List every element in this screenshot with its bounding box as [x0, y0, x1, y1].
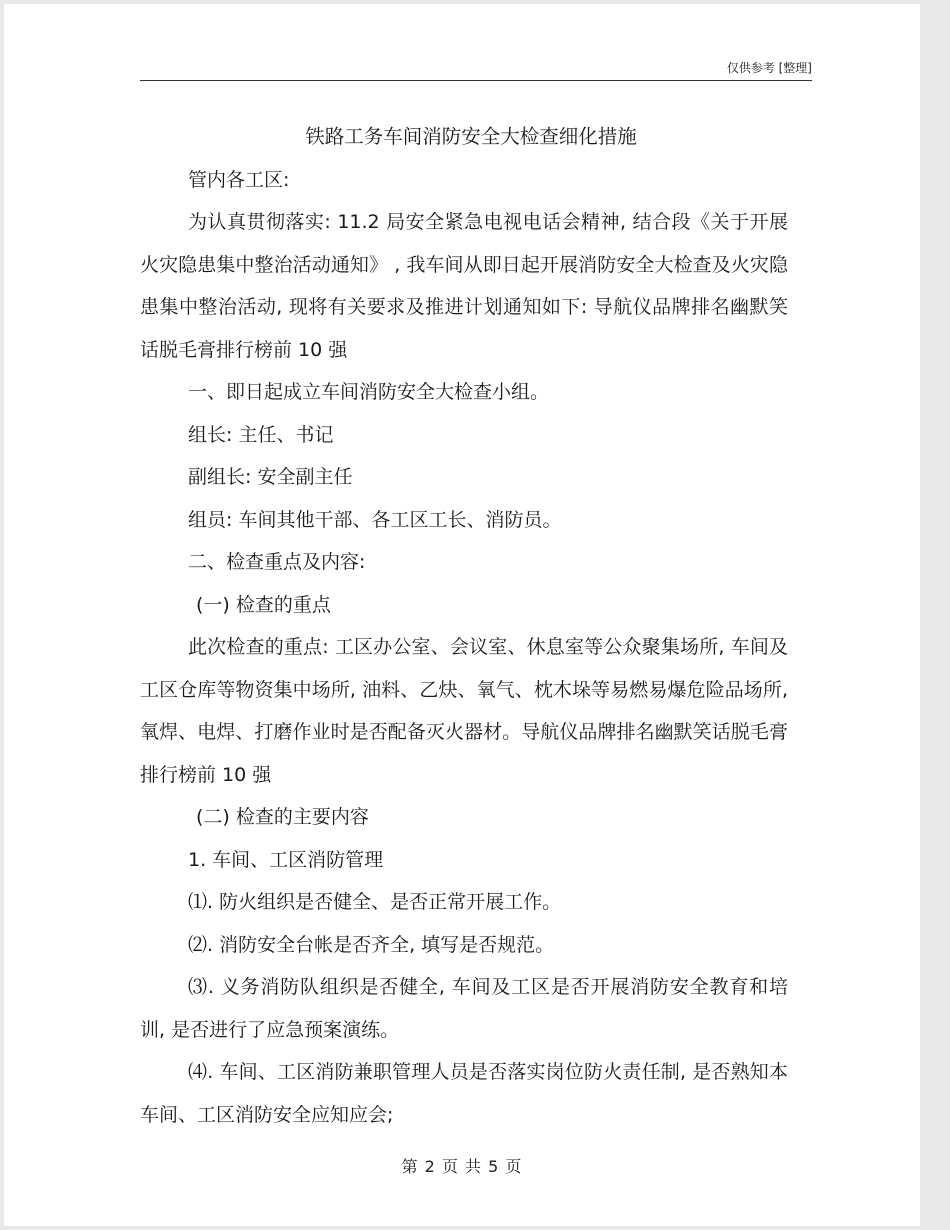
paragraph-section-1: 一、即日起成立车间消防安全大检查小组。	[188, 381, 550, 403]
paragraph-salutation: 管内各工区:	[188, 168, 290, 191]
paragraph-item-1: 1. 车间、工区消防管理	[188, 848, 384, 871]
paragraph-subsection-1: (一) 检查的重点	[196, 593, 331, 616]
document-page	[4, 4, 920, 1226]
paragraph-subsection-2: (二) 检查的主要内容	[196, 806, 369, 828]
document-body	[140, 116, 788, 1136]
paragraph-item-1-3: ⑶. 义务消防队组织是否健全, 车间及工区是否开展消防安全教育和培训, 是否进行了应急预案演练。	[140, 976, 788, 1041]
document-title: 铁路工务车间消防安全大检查细化措施	[305, 125, 637, 148]
paragraph-deputy-leader: 副组长: 安全副主任	[188, 466, 353, 488]
page-footer	[4, 1154, 920, 1177]
paragraph-item-1-4: ⑷. 车间、工区消防兼职管理人员是否落实岗位防火责任制, 是否熟知本车间、工区消防安全应知应会;	[140, 1061, 788, 1126]
paragraph-item-1-2: ⑵. 消防安全台帐是否齐全, 填写是否规范。	[188, 933, 555, 956]
paragraph-intro: 为认真贯彻落实: 11.2 局安全紧急电视电话会精神, 结合段《关于开展火灾隐患集中整治活动通知》 , 我车间从即日起开展消防安全大检查及火灾隐患集中整治活动, 现将有关要求及推进计划通知如下: 导航仪品牌排名幽默笑话脱毛膏排行榜前 10 强	[140, 211, 788, 361]
page-header	[140, 60, 812, 81]
page-number: 第 2 页 共 5 页	[401, 1157, 523, 1176]
header-text: 仅供参考 [整理]	[726, 61, 812, 75]
paragraph-item-1-1: ⑴. 防火组织是否健全、是否正常开展工作。	[188, 891, 562, 913]
paragraph-leader: 组长: 主任、书记	[188, 423, 334, 446]
paragraph-members: 组员: 车间其他干部、各工区工长、消防员。	[188, 508, 562, 531]
paragraph-section-2: 二、检查重点及内容:	[188, 551, 366, 573]
paragraph-inspection-focus: 此次检查的重点: 工区办公室、会议室、休息室等公众聚集场所, 车间及工区仓库等物资集中场所, 油料、乙炔、氧气、枕木垛等易燃易爆危险品场所, 氧焊、电焊、打磨作业时是否配备灭火器材。导航仪品牌排名幽默笑话脱毛膏排行榜前 10 强	[140, 636, 788, 786]
